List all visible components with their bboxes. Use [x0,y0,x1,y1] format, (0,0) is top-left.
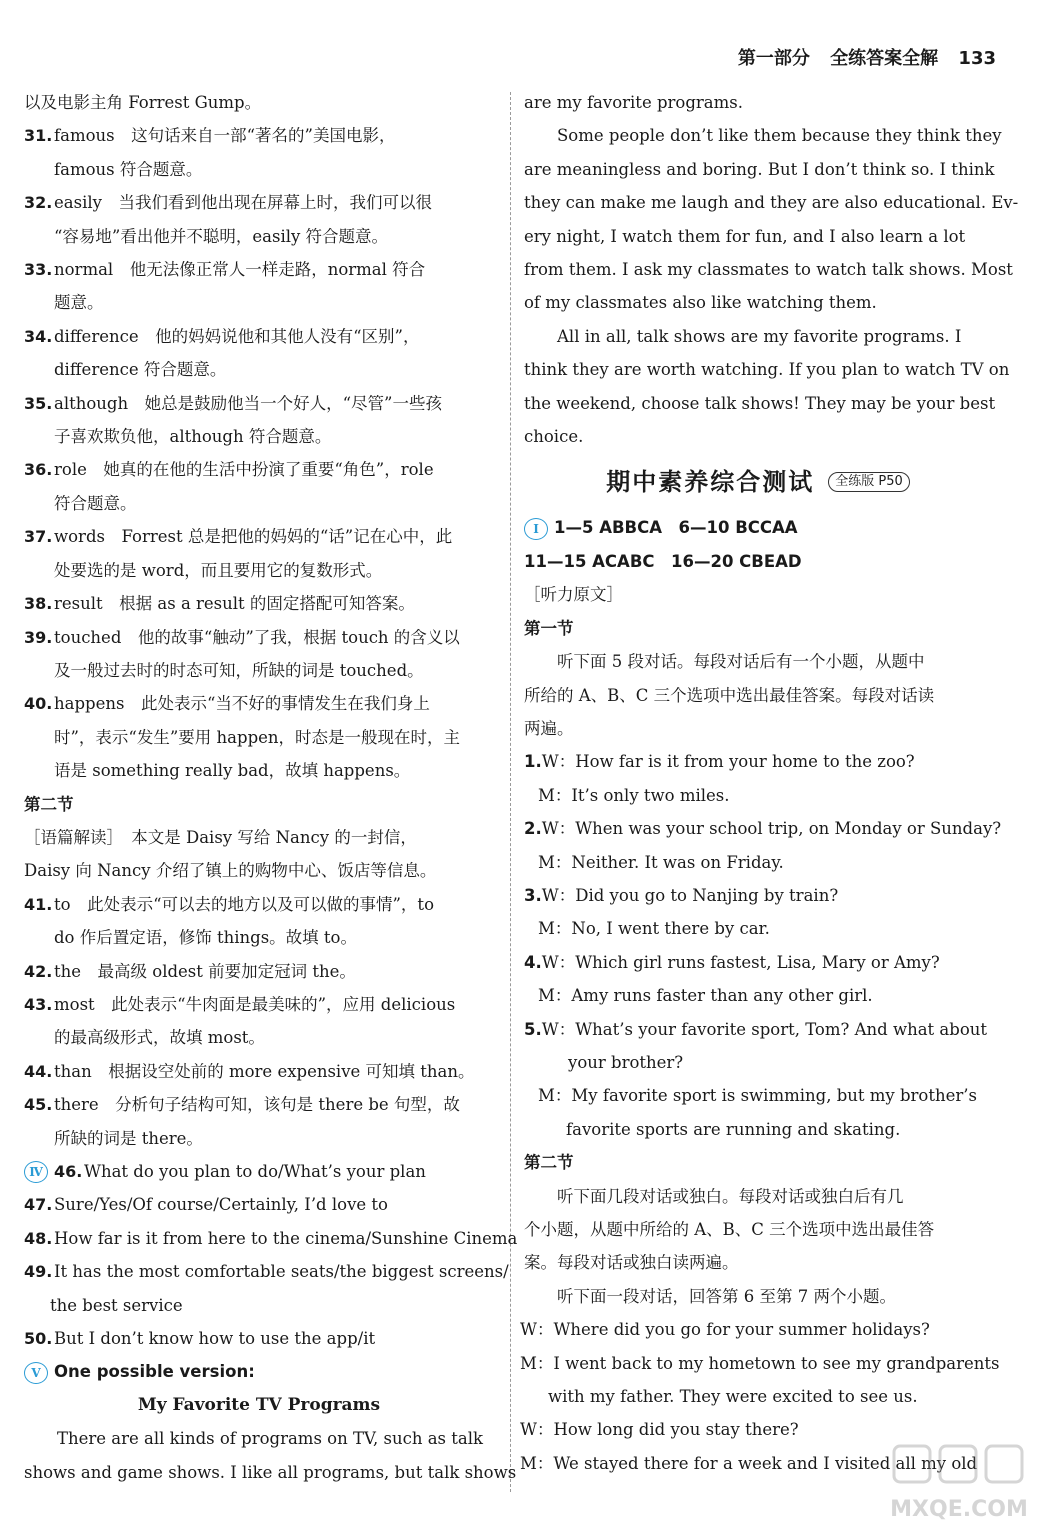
item-number: 44. [24,1061,53,1081]
conversation-line: M：I went back to my hometown to see my grandparents [520,1353,1000,1373]
text-line: 个小题，从题中所给的 A、B、C 三个选项中选出最佳答 [524,1220,935,1239]
text-line: the weekend, choose talk shows! They may be your best [524,393,996,413]
item-line: the best service [50,1295,183,1315]
reading-line-2: Daisy 向 Nancy 介绍了镇上的购物中心、饭店等信息。 [24,861,437,881]
dialog-m-line: M：No, I went there by car. [538,919,770,939]
page-header [724,42,996,76]
essay-cont: are my favorite programs. [524,93,743,112]
essay-paragraph-3 [524,320,1010,454]
text-line: are meaningless and boring. But I don’t think so. I think [524,159,995,179]
answer-item [24,186,494,253]
answers-line-1 [524,511,992,544]
item-line: But I don’t know how to use the app/it [54,1329,376,1349]
answer-item [24,1088,494,1155]
dialog-w-line [524,745,992,778]
listening-label: ［听力原文］ [524,585,623,605]
part4-badge: Ⅳ [24,1161,48,1183]
item-line: do 作后置定语，修饰 things。故填 to。 [54,928,357,948]
answer-item [24,520,494,587]
dialog-number: 3. [524,885,542,905]
text-line: they can make me laugh and they are also educational. Ev- [524,193,1019,213]
answer-item [24,119,494,186]
item-number: 47. [24,1195,53,1215]
item-number: 48. [24,1228,53,1248]
item-line: to 此处表示“可以去的地方以及可以做的事情”，to [54,894,434,914]
dialog-number: 4. [524,952,542,972]
item-line: touched 他的故事“触动”了我，根据 touch 的含义以 [54,627,460,647]
section-tag: 全练版 P50 [828,472,910,492]
left-column [24,86,518,1489]
item-line: famous 符合题意。 [54,159,203,179]
item-line: 的最高级形式，故填 most。 [54,1028,265,1048]
dialog-m-line: M：It’s only two miles. [538,785,730,805]
dialog-w-line [524,879,992,912]
item-number: 42. [24,961,53,981]
conversation-line: W：How long did you stay there? [520,1420,799,1440]
essay-line-1: There are all kinds of programs on TV, such as talk [57,1429,483,1449]
item-line: difference 他的妈妈说他和其他人没有“区别”， [54,326,420,346]
item-line: although 她总是鼓励他当一个好人，“尽管”一些孩 [54,393,442,413]
item-number: 49. [24,1262,53,1282]
item-number: 35. [24,393,53,413]
item-number: 36. [24,460,53,480]
reading-line-1: ［语篇解读］ 本文是 Daisy 写给 Nancy 的一封信， [24,827,417,847]
section1-instructions [524,645,992,745]
item-number: 46. [54,1162,83,1181]
item-number: 38. [24,594,53,614]
dialog-w-cont: your brother? [568,1052,684,1072]
conversation-line: W：Where did you go for your summer holidays? [520,1320,930,1340]
section2-instructions [524,1180,992,1280]
dialog-w-line [524,1013,992,1046]
item-line: 子喜欢欺负他，although 符合题意。 [54,427,332,447]
item-line: difference 符合题意。 [54,360,227,380]
answer-item [24,1055,494,1088]
answer-item [24,1155,494,1188]
part5-label: One possible version: [54,1362,255,1382]
answer-item [24,1222,518,1255]
dialog-list [524,745,1002,1146]
answer-list-1 [24,119,494,787]
column-divider [510,92,511,1492]
item-number: 33. [24,260,53,280]
dialog-number: 1. [524,752,542,772]
essay-title: My Favorite TV Programs [137,1394,381,1415]
text-line: 听下面几段对话或独白。每段对话或独白后有几 [557,1186,904,1206]
dialog-w-text: W：How far is it from your home to the zoo? [541,752,915,772]
dialog-m-line: M：My favorite sport is swimming, but my brother’s [538,1086,977,1106]
item-line: What do you plan to do/What’s your plan [84,1162,426,1181]
item-line: most 此处表示“牛肉面是最美味的”，应用 delicious [54,994,456,1014]
item-line: there 分析句子结构可知，该句是 there be 句型，故 [54,1095,460,1115]
right-column [520,86,1019,1480]
header-book: 全练答案全解 [830,48,939,69]
essay-line-2: shows and game shows. I like all programs, but talk shows [24,1462,517,1482]
answers-1: 1—5 ABBCA 6—10 BCCAA [554,518,798,538]
text-line: Some people don’t like them because they think they [557,126,1002,146]
part1-badge: Ⅰ [524,518,548,540]
page-number: 133 [958,48,996,69]
item-line: Sure/Yes/Of course/Certainly, I’d love to [54,1195,388,1215]
item-line: 符合题意。 [54,493,137,513]
item-line: the 最高级 oldest 前要加定冠词 the。 [54,961,356,981]
dialog-number: 2. [524,819,542,839]
text-line: ery night, I watch them for fun, and I also learn a lot [524,226,966,246]
answer-item [24,587,494,620]
item-line: 所缺的词是 there。 [54,1128,203,1148]
header-part: 第一部分 [737,48,810,69]
item-line: happens 此处表示“当不好的事情发生在我们身上 [54,694,430,714]
answer-item [24,453,494,520]
conversation-line: with my father. They were excited to see us. [548,1387,918,1407]
dialog-w-text: W：What’s your favorite sport, Tom? And what about [541,1019,988,1039]
dialog-w-line [524,812,1002,845]
answer-item [24,888,494,955]
dialog-m-line: M：Neither. It was on Friday. [538,852,784,872]
text-line: from them. I ask my classmates to watch talk shows. Most [524,260,1013,280]
text-line: All in all, talk shows are my favorite programs. I [557,326,962,346]
section-title: 期中素养综合测试 [606,467,815,496]
item-line: It has the most comfortable seats/the biggest screens/ [54,1262,509,1282]
item-line: How far is it from here to the cinema/Sunshine Cinema [54,1228,518,1248]
item-line: 及一般过去时的时态可知，所缺的词是 touched。 [54,660,424,680]
item-line: normal 他无法像正常人一样走路，normal 符合 [54,260,426,280]
item-number: 31. [24,126,53,146]
dialog-m-line: favorite sports are running and skating. [566,1119,901,1139]
conversation-line: M：We stayed there for a week and I visited all my old [520,1453,978,1473]
dialog-w-line [524,946,992,979]
text-line: 所给的 A、B、C 三个选项中选出最佳答案。每段对话读 [524,685,935,705]
text-line: choice. [524,427,584,447]
item-line: 时”，表示“发生”要用 happen，时态是一般现在时，主 [54,727,461,747]
item-line: than 根据设空处前的 more expensive 可知填 than。 [54,1061,475,1081]
essay-paragraph-2 [524,119,1019,319]
answer-item [24,687,494,787]
section-title-block [524,453,992,511]
item-line: 语是 something really bad，故填 happens。 [54,761,411,781]
intro-line: 以及电影主角 Forrest Gump。 [24,93,262,112]
answer-list-2 [24,888,494,1155]
item-line: words Forrest 总是把他的妈妈的“话”记在心中，此 [54,527,453,547]
item-number: 34. [24,326,53,346]
item-number: 37. [24,527,53,547]
watermark-logo [884,1438,1034,1528]
section-heading-2: 第二节 [24,794,74,814]
part5-line [24,1355,494,1388]
section2-sub: 听下面一段对话，回答第 6 至第 7 两个小题。 [557,1286,896,1306]
text-line: 听下面 5 段对话。每段对话后有一个小题，从题中 [557,652,925,672]
answer-list-4 [24,1155,518,1355]
part5-badge: Ⅴ [24,1362,48,1384]
dialog-m-line: M：Amy runs faster than any other girl. [538,986,873,1006]
answer-item [24,955,494,988]
answers-line-2: 11—15 ACABC 16—20 CBEAD [524,551,802,571]
text-line: of my classmates also like watching them. [524,293,877,313]
item-number: 39. [24,627,53,647]
answer-item [24,253,494,320]
item-number: 45. [24,1095,53,1115]
item-line: result 根据 as a result 的固定搭配可知答案。 [54,594,415,614]
item-line: famous 这句话来自一部“著名的”美国电影， [54,126,396,146]
item-number: 32. [24,193,53,213]
dialog-w-text: W：When was your school trip, on Monday or Sunday? [541,819,1002,839]
answer-item [24,621,494,688]
answer-item [24,320,494,387]
item-line: 处要选的是 word，而且要用它的复数形式。 [54,560,383,580]
dialog-w-text: W：Did you go to Nanjing by train? [541,885,839,905]
item-line: 题意。 [54,293,104,313]
watermark-text: MXQE.COM [890,1497,1028,1522]
listening-section-1: 第一节 [524,618,574,638]
item-line: role 她真的在他的生活中扮演了重要“角色”，role [54,460,434,480]
dialog-number: 5. [524,1019,542,1039]
item-line: “容易地”看出他并不聪明，easily 符合题意。 [54,226,389,246]
item-number: 50. [24,1329,53,1349]
listening-section-2: 第二节 [524,1153,574,1173]
item-number: 43. [24,994,53,1014]
dialog-w-text: W：Which girl runs fastest, Lisa, Mary or Amy? [541,952,940,972]
text-line: 案。每段对话或独白读两遍。 [524,1253,739,1273]
item-number: 41. [24,894,53,914]
text-line: think they are worth watching. If you plan to watch TV on [524,360,1010,380]
answer-item [24,1188,494,1221]
answer-item [24,988,494,1055]
item-line: easily 当我们看到他出现在屏幕上时，我们可以很 [54,193,432,213]
answer-item [24,1322,494,1355]
item-number: 40. [24,694,53,714]
text-line: 两遍。 [524,718,574,738]
answer-item [24,387,494,454]
answer-item [24,1255,509,1322]
